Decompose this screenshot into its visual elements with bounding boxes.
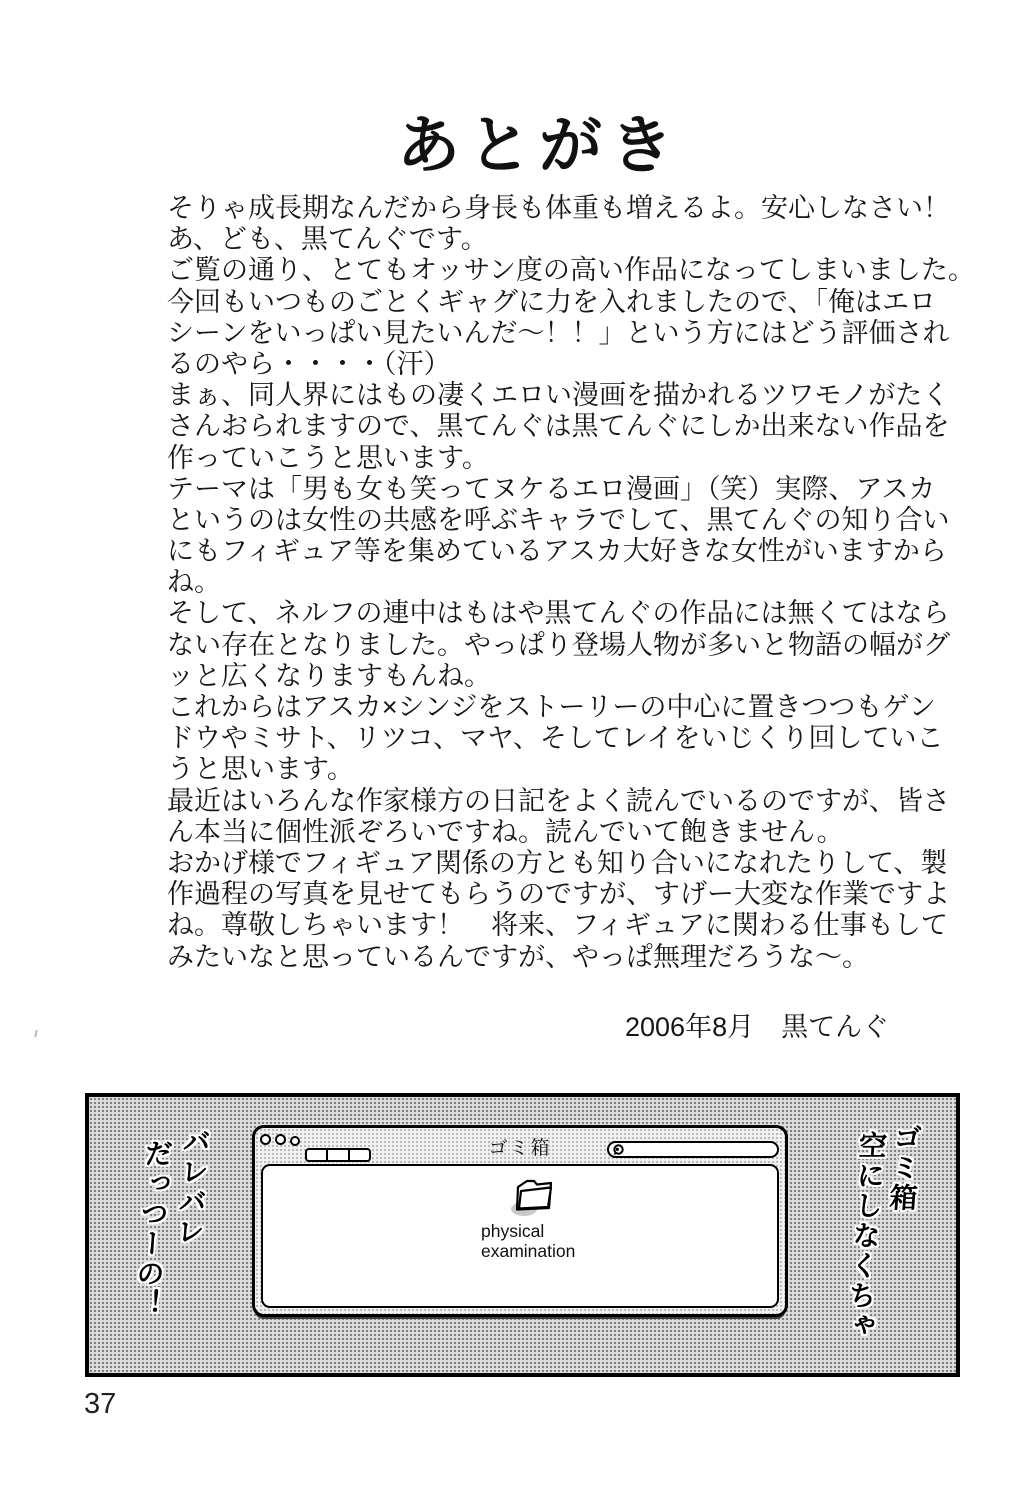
body-line: ん本当に個性派ぞろいですね。読んでいて飽きません。 bbox=[167, 816, 844, 847]
body-line: というのは女性の共感を呼ぶキャラでして、黒てんぐの知り合い bbox=[167, 504, 950, 535]
body-line: これからはアスカ×シンジをストーリーの中心に置きつつもゲン bbox=[167, 692, 936, 722]
body-line: おかげ様でフィギュア関係の方とも知り合いになれたりして、製 bbox=[167, 847, 948, 878]
folder-label-line: physical bbox=[481, 1221, 545, 1241]
page-title: あとがき bbox=[397, 111, 681, 181]
body-line: 作っていこうと思います。 bbox=[167, 442, 489, 473]
left-caption-line-2: だっつーの！ bbox=[130, 1139, 174, 1319]
body-line: ね。尊敬しちゃいます！ 将来、フィギュアに関わる仕事もして bbox=[167, 910, 948, 941]
body-line: 作過程の写真を見せてもらうのですが、すげー大変な作業ですよ bbox=[167, 879, 950, 910]
folder-label bbox=[481, 1222, 575, 1261]
body-line: 最近はいろんな作家様方の日記をよく読んでいるのですが、皆さ bbox=[167, 785, 950, 816]
date-signature: 2006年8月 黒てんぐ bbox=[625, 1012, 890, 1042]
window-content-area bbox=[261, 1164, 779, 1308]
body-line: ッと広くなりますもんね。 bbox=[167, 660, 491, 691]
search-input bbox=[607, 1141, 779, 1158]
body-line: みたいなと思っているんですが、やっぱ無理だろうな～。 bbox=[167, 941, 869, 972]
window-title: ゴミ箱 bbox=[488, 1138, 552, 1159]
body-line: そして、ネルフの連中はもはや黒てんぐの作品には無くてはなら bbox=[167, 598, 950, 629]
body-line: 今回もいつものごとくギャグに力を入れましたので、「俺はエロ bbox=[167, 286, 936, 317]
body-line: るのやら・・・・（汗） bbox=[167, 348, 451, 379]
page-number: 37 bbox=[84, 1388, 117, 1420]
left-caption-line-1: バレバレ bbox=[172, 1127, 212, 1247]
body-line: にもフィギュア等を集めているアスカ大好きな女性がいますから bbox=[167, 536, 947, 567]
print-speck bbox=[34, 1030, 37, 1037]
magnifier-icon bbox=[611, 1143, 626, 1162]
body-line: ご覧の通り、とてもオッサン度の高い作品になってしまいました。 bbox=[167, 255, 975, 286]
drawn-trash-window bbox=[252, 1125, 788, 1317]
folder-icon bbox=[509, 1178, 559, 1220]
body-line: ドウやミサト、リツコ、マヤ、そしてレイをいじくり回していこ bbox=[167, 723, 944, 754]
right-caption-line-1: ゴミ箱 bbox=[885, 1123, 923, 1213]
body-line: テーマは「男も女も笑ってヌケるエロ漫画」（笑）実際、アスカ bbox=[167, 473, 936, 504]
afterword-body bbox=[167, 193, 975, 973]
comic-panel bbox=[85, 1093, 960, 1377]
body-line: まぁ、同人界にはもの凄くエロい漫画を描かれるツワモノがたく bbox=[167, 380, 950, 411]
body-line: ね。 bbox=[167, 567, 221, 598]
folder-label-line: examination bbox=[481, 1240, 576, 1261]
body-line: そりゃ成長期なんだから身長も体重も増えるよ。安心しなさい！ bbox=[167, 193, 950, 223]
body-line: シーンをいっぱい見たいんだ～！！」という方にはどう評価され bbox=[167, 317, 950, 348]
body-line: ない存在となりました。やっぱり登場人物が多いと物語の幅がグ bbox=[167, 629, 950, 660]
body-line: さんおられますので、黒てんぐは黒てんぐにしか出来ない作品を bbox=[167, 411, 950, 442]
body-line: あ、ども、黒てんぐです。 bbox=[167, 224, 488, 255]
body-line: うと思います。 bbox=[167, 754, 354, 785]
right-caption-line-2: 空にしなくちゃ bbox=[842, 1131, 889, 1341]
